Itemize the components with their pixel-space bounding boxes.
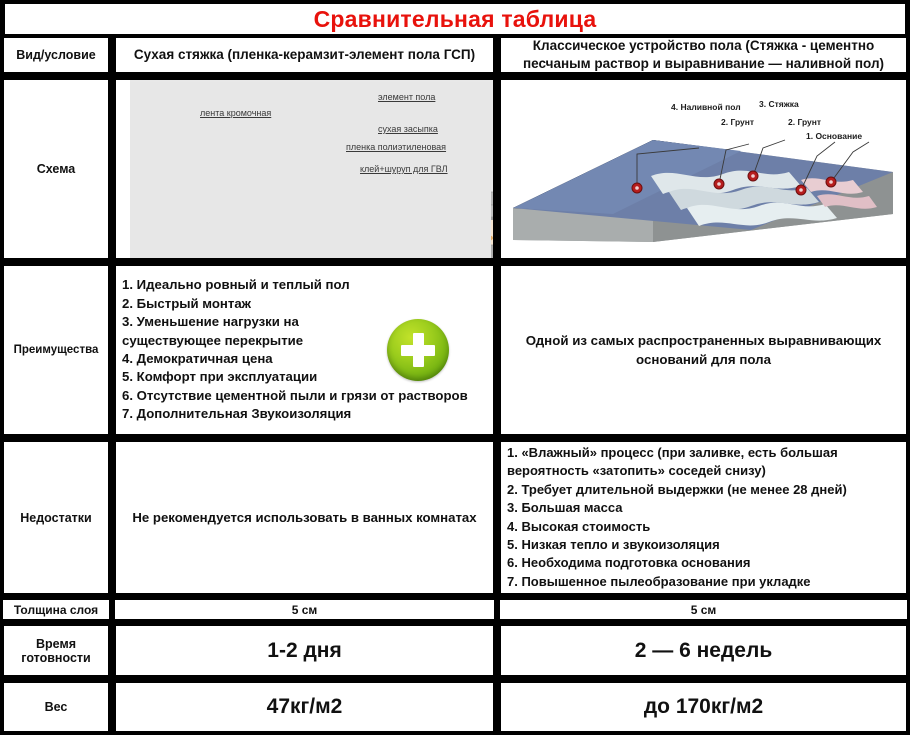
list-item: 2. Требует длительной выдержки (не менее 28 дней) [507, 481, 847, 497]
layer-thickness-classic-floor [497, 597, 910, 622]
ready-time-left-value: 1-2 дня [267, 638, 342, 662]
diagram-label-polyethylene-film: пленка полиэтиленовая [346, 142, 447, 152]
list-item: 6. Отсутствие цементной пыли и грязи от растворов [122, 387, 468, 403]
list-item: 7. Дополнительная Звукоизоляция [122, 406, 352, 422]
row-label-ready-time-line2: готовности [21, 650, 91, 665]
diagram-label-primer-2: 2. Грунт [788, 117, 822, 127]
row-label-weight [0, 679, 112, 735]
list-item: 7. Повышенное пылеобразование при укладке [507, 573, 811, 589]
weight-right-value: до 170кг/м2 [643, 695, 764, 718]
list-item: 3. Большая масса [507, 500, 623, 516]
advantages-list [116, 266, 493, 434]
diagram-label-floor-element: элемент пола [378, 92, 436, 102]
list-item: 5. Низкая тепло и звукоизоляция [507, 536, 720, 552]
weight-dry-screed [112, 679, 497, 735]
list-item: 2. Быстрый монтаж [122, 295, 252, 311]
list-item: 1. «Влажный» процесс (при заливке, есть большая [507, 444, 838, 460]
weight-left-value: 47кг/м2 [266, 695, 343, 718]
disadvantages-list [501, 442, 906, 593]
diagram-label-base: 1. Основание [806, 131, 863, 141]
header-cell-classic-floor [497, 34, 910, 76]
layer-thickness-dry-screed [112, 597, 497, 622]
row-label-ready-time [0, 622, 112, 679]
list-item: вероятность «затопить» соседей снизу) [507, 463, 766, 479]
weight-classic-floor [497, 679, 910, 735]
advantages-cell-classic-floor [497, 262, 910, 438]
row-label-scheme-text: Схема [36, 162, 76, 176]
header-row-label-text: Вид/условие [16, 48, 96, 62]
diagram-label-dry-fill: сухая засыпка [378, 124, 438, 134]
row-label-advantages-text: Преимущества [13, 344, 99, 356]
row-label-layer-thickness [0, 597, 112, 622]
diagram-label-glue-screw: клей+шуруп для ГВЛ [360, 164, 448, 174]
layer-thickness-right-value: 5 см [690, 602, 717, 617]
green-plus-badge-icon [387, 319, 449, 381]
ready-time-right-value: 2 — 6 недель [634, 638, 773, 662]
list-item: существующее перекрытие [122, 332, 304, 348]
scheme-cell-classic-floor [497, 76, 910, 262]
scheme-cell-dry-screed [112, 76, 497, 262]
list-item: 6. Необходима подготовка основания [507, 555, 751, 571]
row-label-scheme [0, 76, 112, 262]
list-item: 4. Высокая стоимость [507, 518, 651, 534]
table-title-bar [0, 0, 910, 34]
advantages-right-line2: оснований для пола [636, 352, 771, 367]
list-item: 1. Идеально ровный и теплый пол [122, 277, 350, 293]
row-label-ready-time-line1: Время [36, 636, 76, 651]
diagram-label-primer-1: 2. Грунт [721, 117, 755, 127]
row-label-disadvantages-text: Недостатки [20, 510, 92, 525]
page-title: Сравнительная таблица [313, 5, 597, 32]
diagram-label-screed: 3. Стяжка [759, 99, 799, 109]
list-item: 3. Уменьшение нагрузки на [122, 314, 299, 330]
disadvantages-left-text: Не рекомендуется использовать в ванных комнатах [132, 510, 477, 525]
list-item: 4. Демократичная цена [122, 351, 273, 366]
layer-thickness-left-value: 5 см [291, 602, 318, 617]
diagram-label-edge-tape: лента кромочная [200, 108, 272, 118]
row-label-disadvantages [0, 438, 112, 597]
advantages-cell-dry-screed [112, 262, 497, 438]
header-cell-row-label [0, 34, 112, 76]
list-item: 5. Комфорт при эксплуатации [122, 369, 318, 385]
diagram-label-self-leveling-floor: 4. Наливной пол [671, 102, 741, 112]
disadvantages-cell-dry-screed [112, 438, 497, 597]
header-classic-line1: Классическое устройство пола (Стяжка - цементно [532, 37, 875, 53]
header-classic-line2: песчаным раствор и выравнивание — наливной пол) [522, 56, 885, 71]
ready-time-dry-screed [112, 622, 497, 679]
row-label-weight-text: Вес [44, 700, 68, 714]
ready-time-classic-floor [497, 622, 910, 679]
header-cell-dry-screed [112, 34, 497, 76]
row-label-advantages [0, 262, 112, 438]
header-dry-screed-text: Сухая стяжка (пленка-керамзит-элемент пола ГСП) [133, 46, 476, 62]
row-label-layer-thickness-text: Толщина слоя [13, 602, 99, 617]
advantages-right-line1: Одной из самых распространенных выравнивающих [525, 332, 882, 348]
disadvantages-cell-classic-floor [497, 438, 910, 597]
dry-screed-section-diagram [116, 80, 493, 258]
classic-floor-3d-diagram [501, 80, 906, 258]
